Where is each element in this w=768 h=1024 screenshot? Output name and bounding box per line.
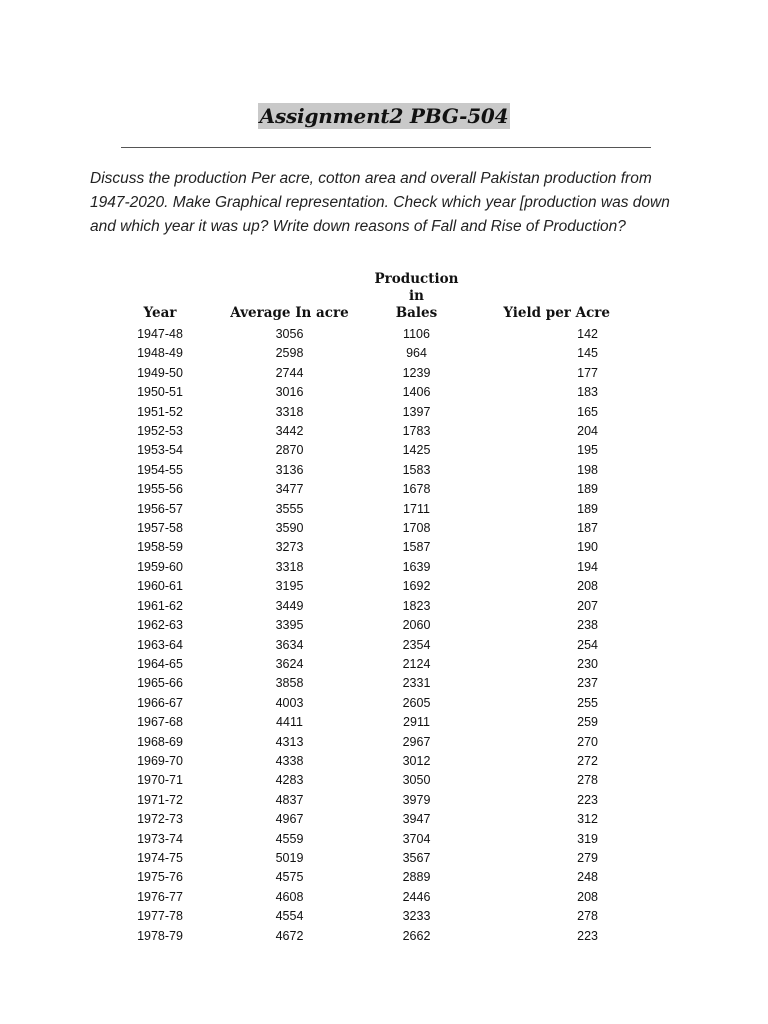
table-row xyxy=(111,364,610,383)
cell-year: 1973-74 xyxy=(137,831,183,846)
cell-production: 2889 xyxy=(402,870,431,885)
table-header-row xyxy=(111,271,610,325)
cell-area: 3442 xyxy=(275,424,304,439)
cell-yield: 204 xyxy=(577,424,598,439)
table-row xyxy=(111,383,610,402)
cell-production: 2446 xyxy=(402,889,431,904)
cell-area: 2870 xyxy=(275,443,304,458)
cell-yield: 187 xyxy=(577,521,598,536)
cell-area: 3477 xyxy=(275,482,304,497)
table-row xyxy=(111,325,610,344)
cell-yield: 237 xyxy=(577,676,598,691)
cell-yield: 195 xyxy=(577,443,598,458)
cell-production: 2060 xyxy=(402,618,431,633)
table-row xyxy=(111,752,610,771)
table-row xyxy=(111,810,610,829)
cell-area: 3449 xyxy=(275,598,304,613)
table-row xyxy=(111,771,610,790)
cell-production: 1583 xyxy=(402,462,431,477)
cell-area: 4283 xyxy=(275,773,304,788)
table-row xyxy=(111,538,610,557)
cell-production: 3012 xyxy=(402,753,431,768)
table-row xyxy=(111,422,610,441)
cell-yield: 248 xyxy=(577,870,598,885)
cell-year: 1967-68 xyxy=(137,715,183,730)
table-row xyxy=(111,927,610,946)
cell-year: 1976-77 xyxy=(137,889,183,904)
header-year: Year xyxy=(143,305,177,321)
table-row xyxy=(111,674,610,693)
cell-year: 1959-60 xyxy=(137,559,183,574)
cell-year: 1960-61 xyxy=(137,579,183,594)
cell-yield: 278 xyxy=(577,773,598,788)
cell-year: 1975-76 xyxy=(137,870,183,885)
cell-area: 4554 xyxy=(275,909,304,924)
table-row xyxy=(111,519,610,538)
table-row xyxy=(111,907,610,926)
cell-area: 4672 xyxy=(275,928,304,943)
cell-production: 2124 xyxy=(402,656,431,671)
cell-year: 1947-48 xyxy=(137,327,183,341)
cell-yield: 142 xyxy=(577,327,598,341)
cell-yield: 254 xyxy=(577,637,598,652)
cell-year: 1971-72 xyxy=(137,792,183,807)
cell-production: 1106 xyxy=(403,327,430,341)
cell-year: 1962-63 xyxy=(137,618,183,633)
title-divider xyxy=(121,147,651,148)
cell-production: 1397 xyxy=(402,404,431,419)
table-row xyxy=(111,461,610,480)
cell-yield: 207 xyxy=(577,598,598,613)
cell-production: 2331 xyxy=(402,676,431,691)
cell-production: 1708 xyxy=(402,521,431,536)
cell-production: 1639 xyxy=(402,559,431,574)
table-row xyxy=(111,616,610,635)
cell-year: 1955-56 xyxy=(137,482,183,497)
table-body xyxy=(111,325,610,946)
table-row xyxy=(111,558,610,577)
table-row xyxy=(111,791,610,810)
cell-yield: 183 xyxy=(577,385,598,400)
cell-area: 4559 xyxy=(275,831,304,846)
assignment-title: Assignment2 PBG-504 xyxy=(259,104,509,128)
cell-production: 3567 xyxy=(402,850,431,865)
table-row xyxy=(111,849,610,868)
cell-yield: 177 xyxy=(577,365,598,380)
cell-yield: 259 xyxy=(577,715,598,730)
table-row xyxy=(111,713,610,732)
cell-yield: 223 xyxy=(577,792,598,807)
cell-yield: 194 xyxy=(577,559,598,574)
cell-yield: 230 xyxy=(577,656,598,671)
cell-yield: 223 xyxy=(577,928,598,943)
cell-year: 1965-66 xyxy=(137,676,183,691)
cell-production: 3979 xyxy=(402,792,431,807)
table-row xyxy=(111,733,610,752)
cell-yield: 190 xyxy=(577,540,598,555)
cell-year: 1954-55 xyxy=(137,462,183,477)
cell-year: 1952-53 xyxy=(137,424,183,439)
cell-production: 2354 xyxy=(402,637,431,652)
cell-area: 3318 xyxy=(275,559,304,574)
cell-area: 4338 xyxy=(275,753,304,768)
cell-area: 3634 xyxy=(275,637,304,652)
cell-area: 4003 xyxy=(275,695,304,710)
cell-year: 1956-57 xyxy=(137,501,183,516)
table-row xyxy=(111,344,610,363)
cell-yield: 270 xyxy=(577,734,598,749)
table-row xyxy=(111,403,610,422)
cell-yield: 278 xyxy=(577,909,598,924)
cell-year: 1964-65 xyxy=(137,656,183,671)
cell-area: 3016 xyxy=(275,385,304,400)
cell-production: 1692 xyxy=(402,579,431,594)
cell-year: 1951-52 xyxy=(137,404,183,419)
cell-year: 1963-64 xyxy=(137,637,183,652)
cell-area: 3056 xyxy=(275,327,304,341)
cell-production: 1678 xyxy=(402,482,431,497)
cell-production: 1823 xyxy=(402,598,431,613)
cell-yield: 312 xyxy=(577,812,598,827)
cell-yield: 272 xyxy=(577,753,598,768)
assignment-question: Discuss the production Per acre, cotton area and overall Pakistan production from 1947-2020. Make Graphical representation. Check which year [production was down and which year it was up? Write down reasons of Fall and Rise of Production? xyxy=(90,170,670,235)
cell-production: 2967 xyxy=(402,734,431,749)
cell-area: 5019 xyxy=(275,850,304,865)
cell-production: 1239 xyxy=(402,365,431,380)
cell-production: 3704 xyxy=(402,831,431,846)
cell-area: 4837 xyxy=(275,792,304,807)
cell-production: 3947 xyxy=(402,812,431,827)
cell-year: 1969-70 xyxy=(137,753,183,768)
cell-year: 1953-54 xyxy=(137,443,183,458)
table-row xyxy=(111,500,610,519)
cell-yield: 279 xyxy=(577,850,598,865)
cell-year: 1970-71 xyxy=(137,773,183,788)
cell-production: 2911 xyxy=(403,715,430,730)
cell-year: 1968-69 xyxy=(137,734,183,749)
cell-yield: 198 xyxy=(577,462,598,477)
cell-yield: 319 xyxy=(577,831,598,846)
cell-area: 3195 xyxy=(275,579,304,594)
header-area: Average In acre xyxy=(230,305,349,321)
table-row xyxy=(111,888,610,907)
cell-year: 1974-75 xyxy=(137,850,183,865)
cell-year: 1948-49 xyxy=(137,346,183,361)
cell-yield: 238 xyxy=(577,618,598,633)
header-yield: Yield per Acre xyxy=(503,305,610,321)
cell-area: 3555 xyxy=(275,501,304,516)
table-row xyxy=(111,830,610,849)
cell-yield: 208 xyxy=(577,889,598,904)
cell-year: 1972-73 xyxy=(137,812,183,827)
cell-production: 3050 xyxy=(402,773,431,788)
cell-production: 964 xyxy=(406,346,427,361)
cell-yield: 145 xyxy=(577,346,598,361)
cotton-production-table xyxy=(111,271,610,946)
cell-area: 3318 xyxy=(275,404,304,419)
cell-production: 1711 xyxy=(403,501,430,516)
cell-production: 1587 xyxy=(402,540,431,555)
table-row xyxy=(111,597,610,616)
table-row xyxy=(111,868,610,887)
cell-year: 1950-51 xyxy=(137,385,183,400)
cell-area: 2744 xyxy=(275,365,304,380)
header-production xyxy=(370,271,463,325)
cell-year: 1977-78 xyxy=(137,909,183,924)
cell-year: 1949-50 xyxy=(137,365,183,380)
cell-production: 2662 xyxy=(402,928,431,943)
table-row xyxy=(111,577,610,596)
cell-yield: 255 xyxy=(577,695,598,710)
cell-area: 4411 xyxy=(276,715,303,730)
cell-production: 1425 xyxy=(402,443,431,458)
cell-production: 2605 xyxy=(402,695,431,710)
cell-area: 3136 xyxy=(275,462,304,477)
cell-area: 3273 xyxy=(275,540,304,555)
cell-area: 2598 xyxy=(275,346,304,361)
table-row xyxy=(111,480,610,499)
cell-production: 1783 xyxy=(402,424,431,439)
cell-yield: 165 xyxy=(577,404,598,419)
cell-area: 3590 xyxy=(275,521,304,536)
cell-year: 1957-58 xyxy=(137,521,183,536)
header-production-line1: Production in xyxy=(374,271,459,304)
cell-year: 1966-67 xyxy=(137,695,183,710)
cell-area: 4575 xyxy=(275,870,304,885)
cell-area: 4608 xyxy=(275,889,304,904)
cell-production: 1406 xyxy=(402,385,431,400)
cell-area: 3858 xyxy=(275,676,304,691)
table-row xyxy=(111,655,610,674)
cell-yield: 189 xyxy=(577,482,598,497)
table-row xyxy=(111,636,610,655)
assignment-title-block xyxy=(0,94,768,131)
cell-area: 4967 xyxy=(275,812,304,827)
cell-year: 1978-79 xyxy=(137,928,183,943)
cell-production: 3233 xyxy=(402,909,431,924)
cell-area: 3395 xyxy=(275,618,304,633)
cell-yield: 208 xyxy=(577,579,598,594)
header-production-line2: Bales xyxy=(395,305,438,321)
table-row xyxy=(111,694,610,713)
cell-area: 4313 xyxy=(275,734,304,749)
cell-area: 3624 xyxy=(275,656,304,671)
cell-yield: 189 xyxy=(577,501,598,516)
table-row xyxy=(111,441,610,460)
cell-year: 1961-62 xyxy=(137,598,183,613)
cell-year: 1958-59 xyxy=(137,540,183,555)
